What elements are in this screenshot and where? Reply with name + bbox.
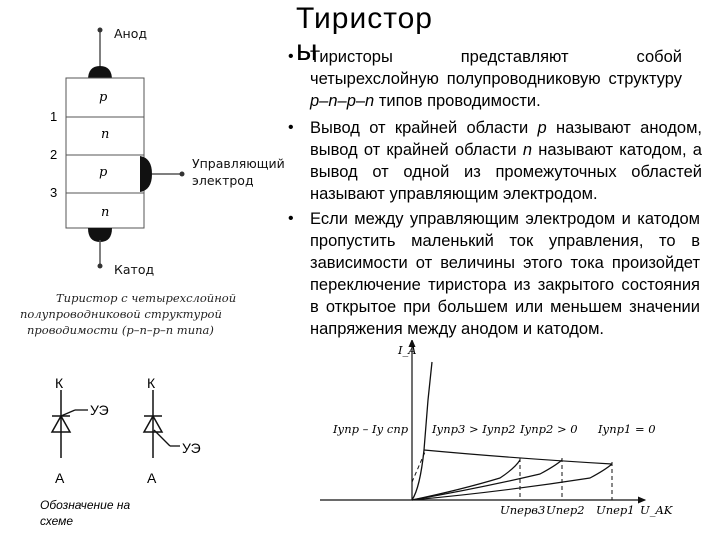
anode-label: Анод xyxy=(114,26,148,41)
bullet-dot: • xyxy=(288,210,294,227)
symbol-gate-line xyxy=(61,410,75,416)
x-tick-label: Uпер1 xyxy=(596,503,635,517)
bullet-text xyxy=(310,117,702,205)
thyristor-symbol-1 xyxy=(52,390,88,458)
gate-label-line1: Управляющий xyxy=(192,156,285,171)
label-gate2: Iупр2 > 0 xyxy=(520,422,578,436)
bullet-text-italic: p xyxy=(537,119,547,137)
x-tick-label: Uперв3 xyxy=(500,503,546,517)
structure-caption-line1: Тиристор с четырехслойной xyxy=(56,291,237,305)
symbol1-gate-label: УЭ xyxy=(90,402,109,418)
bullet-structure xyxy=(288,46,682,112)
symbols-caption-line2: схеме xyxy=(40,514,74,528)
junction-number: 1 xyxy=(50,109,58,124)
layer-label: p xyxy=(99,90,108,105)
layer-label: n xyxy=(101,205,110,220)
symbol1-cathode-label: К xyxy=(55,375,64,391)
layer-label: p xyxy=(99,165,108,180)
bullet-text-italic: n xyxy=(522,141,533,159)
bullet-text: Если между управляющим электродом и катодом пропустить маленький ток управления, то в зависимости от величины этого тока произойдет переключение тиристора из закрытого состояния в открытое при большем или меньшем значении напряжения между анодом и катодом. xyxy=(310,210,700,338)
x-tick-label: Uпер2 xyxy=(546,503,585,517)
bullet-text xyxy=(310,46,682,112)
gate-terminal-dot xyxy=(180,172,185,177)
cathode-contact xyxy=(88,228,112,242)
label-gate3: Iупр3 > Iупр2 xyxy=(432,422,516,436)
gate-contact xyxy=(140,156,152,192)
junction-number: 2 xyxy=(50,147,58,162)
bullet-text-part: Вывод от крайней области xyxy=(310,119,538,137)
bullet-text-part: типов проводимости. xyxy=(374,92,541,110)
symbol2-gate-label: УЭ xyxy=(182,440,201,456)
bullet-switching xyxy=(288,208,700,340)
symbol2-cathode-label: К xyxy=(147,375,156,391)
bullet-text-italic: p–n–p–n xyxy=(310,92,375,110)
anode-terminal-dot xyxy=(98,28,103,33)
label-gate1: Iупр1 = 0 xyxy=(598,422,656,436)
bullet-text-part: Тиристоры представляют собой четырехслойную полупроводниковую структуру xyxy=(310,48,682,88)
bullet-text-part: называют анодом, вывод от крайней области xyxy=(310,119,702,159)
bullet-terminals xyxy=(288,117,702,205)
bullet-text-part: называют катодом, а вывод от одной из промежуточных областей называют управляющим электродом. xyxy=(310,141,702,203)
gate-label-line2: электрод xyxy=(192,173,254,188)
y-axis-label: I_A xyxy=(398,343,417,357)
junction-number: 3 xyxy=(50,185,58,200)
cathode-terminal-dot xyxy=(98,264,103,269)
structure-caption-line2: полупроводниковой структурой xyxy=(20,307,222,321)
structure-caption-line3: проводимости (p–n–p–n типа) xyxy=(27,323,214,337)
bullet-dot: • xyxy=(288,48,294,65)
bullet-dot: • xyxy=(288,119,294,136)
x-axis-label: U_AK xyxy=(640,503,673,517)
slide-title-line1: Тиристор xyxy=(296,2,433,35)
symbols-caption-line1: Обозначение на xyxy=(40,498,131,512)
thyristor-symbol-2 xyxy=(144,390,180,458)
symbol1-anode-label: А xyxy=(55,470,65,486)
cathode-label: Катод xyxy=(114,262,155,277)
symbol2-anode-label: А xyxy=(147,470,157,486)
label-holding: Iупр – Iу спр xyxy=(333,422,409,436)
curve-gate2 xyxy=(412,460,562,500)
slide-title-line2: ы xyxy=(296,34,319,67)
layer-label: n xyxy=(101,127,110,142)
on-state-curve xyxy=(412,362,432,500)
